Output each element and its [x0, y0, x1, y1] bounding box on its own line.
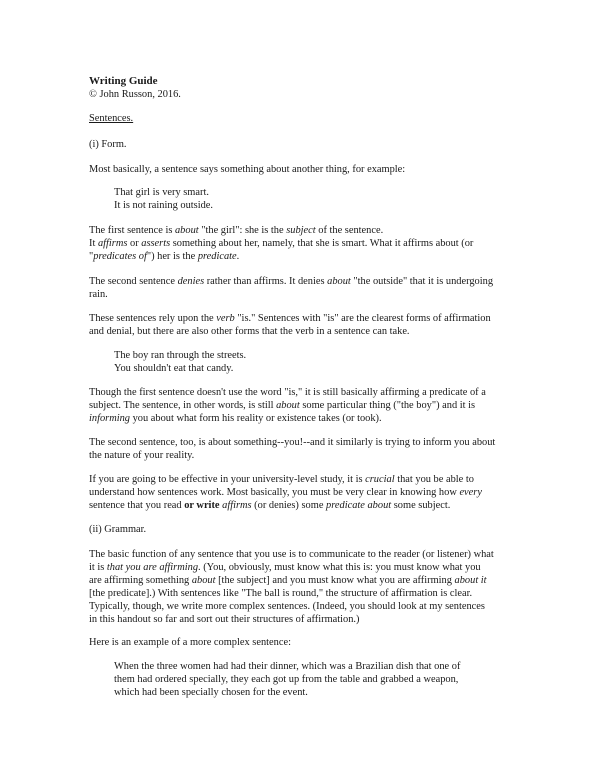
example-line: them had ordered specially, they each got up from the table and grabbed a weapon,: [114, 674, 459, 685]
paragraph-denial: The second sentence denies rather than affirms. It denies about "the outside" that it is undergoing rain.: [89, 276, 494, 300]
example-block-1: [114, 186, 514, 212]
grammar-heading: (ii) Grammar.: [89, 524, 147, 535]
example-sentence: The boy ran through the streets.: [114, 350, 247, 361]
document-header: [89, 75, 529, 101]
example-sentence: It is not raining outside.: [114, 200, 213, 211]
form-heading: (i) Form.: [89, 139, 127, 150]
paragraph-intro: Most basically, a sentence says something about another thing, for example:: [89, 164, 406, 175]
example-line: When the three women had had their dinner, which was a Brazilian dish that one of: [114, 661, 461, 672]
copyright-line: © John Russon, 2016.: [89, 89, 181, 100]
example-line: which had been specially chosen for the event.: [114, 687, 308, 698]
paragraph-first-sentence: Though the first sentence doesn't use the word "is," it is still basically affirming a predicate of a subject. The sentence, in other words, is still about some particular thing ("the boy") and it is informing you about what form his reality or existence takes (or took).: [89, 387, 486, 424]
paragraph-subject: The first sentence is about "the girl": she is the subject of the sentence. It affirms or asserts something about her, namely, that she is smart. What it affirms about (or "predicates of") her is the predicate.: [89, 225, 474, 262]
section-heading: Sentences.: [89, 113, 134, 124]
example-sentence: You shouldn't eat that candy.: [114, 363, 234, 374]
paragraph-verb: These sentences rely upon the verb "is." Sentences with "is" are the clearest forms of affirmation and denial, but there are also other forms that the verb in a sentence can take.: [89, 313, 491, 337]
example-block-3: [114, 660, 514, 699]
paragraph-university: If you are going to be effective in your university-level study, it is crucial that you be able to understand how sentences work. Most basically, you must be very clear in knowing how every sentence that you read or write affirms (or denies) some predicate about some subject.: [89, 474, 482, 511]
example-block-2: [114, 349, 514, 375]
paragraph-grammar: The basic function of any sentence that you use is to communicate to the reader (or listener) what it is that you are affirming. (You, obviously, must know what this is: you must know what you are affirming something about [the subject] and you must know what you are affirming about it [the predicate].) With sentences like "The ball is round," the structure of affirmation is clear. Typically, though, we write more complex sentences. (Indeed, you should look at my sentences in this handout so far and sort out their structures of affirmation.): [89, 549, 494, 625]
document-title: Writing Guide: [89, 75, 158, 87]
paragraph-second-sentence: The second sentence, too, is about something--you!--and it similarly is trying to inform you about the nature of your reality.: [89, 437, 496, 461]
example-sentence: That girl is very smart.: [114, 187, 209, 198]
paragraph-example-intro: Here is an example of a more complex sentence:: [89, 637, 291, 648]
